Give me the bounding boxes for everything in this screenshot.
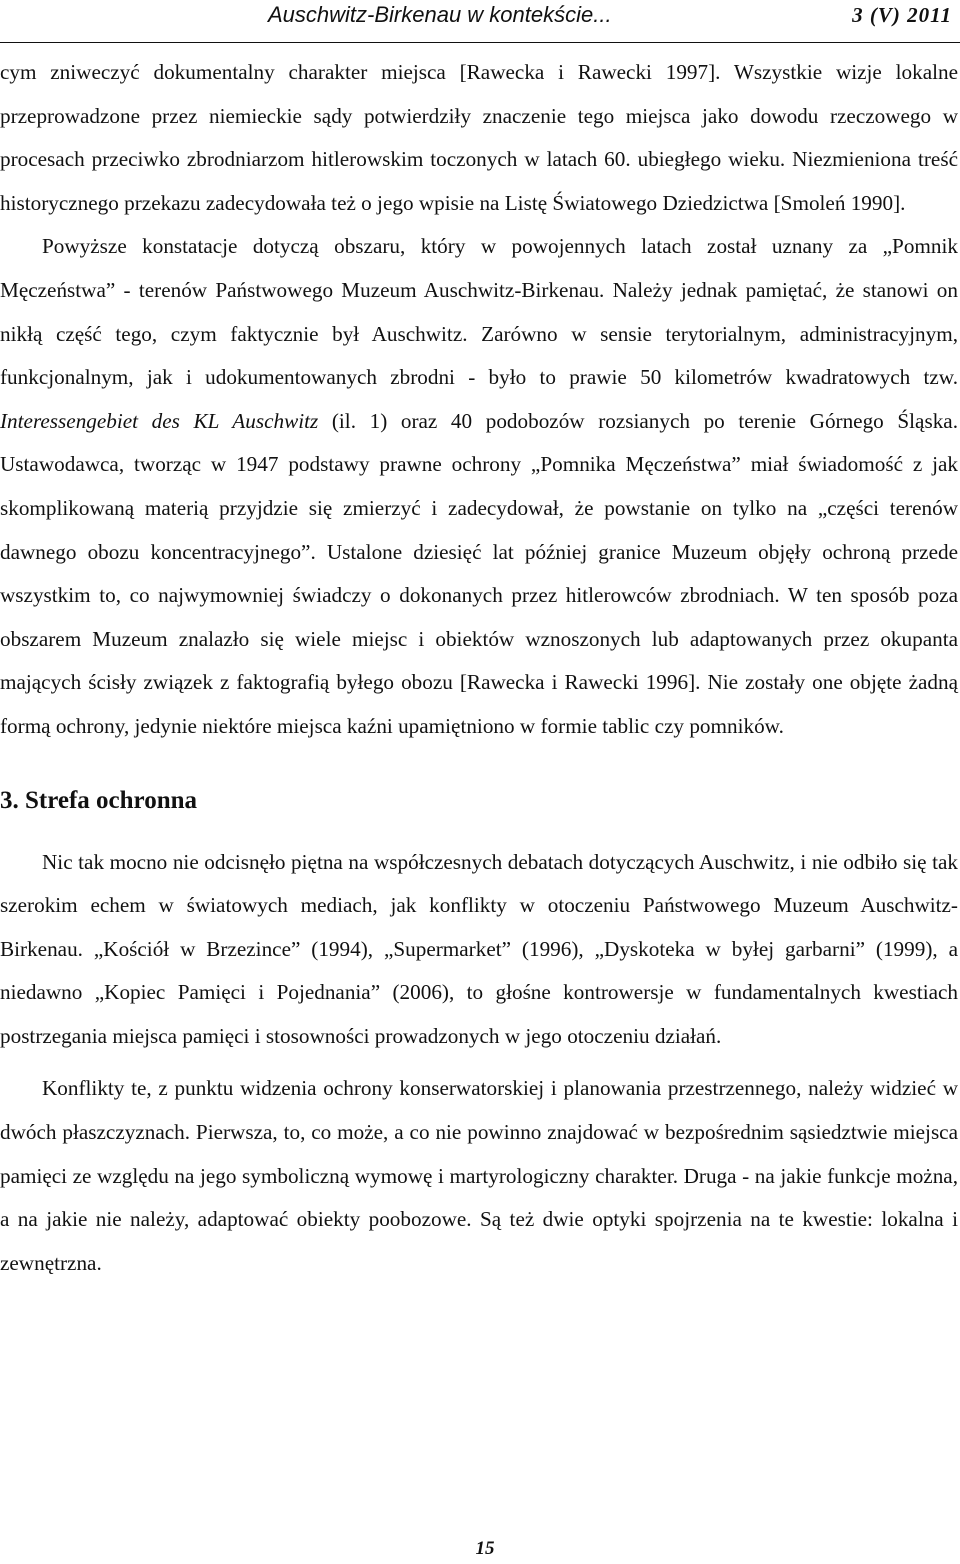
section-heading: 3. Strefa ochronna [0, 786, 197, 814]
page-number: 15 [475, 1538, 495, 1559]
paragraph-2-italic-term: Interessengebiet des KL Auschwitz [0, 408, 319, 433]
paragraph-1-text: cym zniweczyć dokumentalny charakter miejsca [Rawecka i Rawecki 1997]. Wszystkie wizje lokalne przeprowadzone przez niemieckie sądy potwierdziły znaczenie tego miejsca jako dowodu rzeczowego w procesach przeciwko zbrodniarzom hitlerowskim toczonych w latach 60. ubiegłego wieku. Niezmieniona treść historycznego przekazu zadecydowała też o jego wpisie na Listę Światowego Dziedzictwa [Smoleń 1990]. [0, 60, 958, 215]
journal-title: Auschwitz-Birkenau w kontekście... [268, 2, 612, 27]
paragraph-2-text-a: Powyższe konstatacje dotyczą obszaru, który w powojennych latach został uznany za „Pomnik Męczeństwa” - terenów Państwowego Muzeum Auschwitz-Birkenau. Należy jednak pamiętać, że stanowi on nikłą część tego, czym faktycznie był Auschwitz. Zarówno w sensie terytorialnym, administracyjnym, funkcjonalnym, jak i udokumentowanych zbrodni - było to prawie 50 kilometrów kwadratowych tzw. [0, 234, 958, 390]
article-body [0, 51, 958, 1285]
paragraph-2 [0, 225, 958, 748]
paragraph-4: Konflikty te, z punktu widzenia ochrony konserwatorskiej i planowania przestrzennego, należy widzieć w dwóch płaszczyznach. Pierwsza, to, co może, a co nie powinno znajdować w bezpośrednim sąsiedztwie miejsca pamięci ze względu na jego symboliczną wymowę i martyrologiczny charakter. Druga - na jakie funkcje można, a na jakie nie należy, adaptować obiekty poobozowe. Są też dwie optyki spojrzenia na te kwestie: lokalna i zewnętrzna. [0, 1076, 958, 1275]
paragraph-1 [0, 51, 958, 225]
paragraph-2-text-b: (il. 1) oraz 40 podobozów rozsianych po terenie Górnego Śląska. Ustawodawca, tworząc w 1947 podstawy prawne ochrony „Pomnika Męczeństwa” miał świadomość z jak skomplikowaną materią przyjdzie się zmierzyć i zadecydował, że powstanie on tylko na „części terenów dawnego obozu koncentracyjnego”. Ustalone dziesięć lat później granice Muzeum objęły ochroną przede wszystkim to, co najwymowniej świadczy o dokonanych przez hitlerowców zbrodniach. W ten sposób poza obszarem Muzeum znalazło się wiele miejsc i obiektów wznoszonych lub adaptowanych przez okupanta mających ścisły związek z faktografią byłego obozu [Rawecka i Rawecki 1996]. Nie zostały one objęte żadną formą ochrony, jedynie niektóre miejsca kaźni upamiętniono w formie tablic czy pomników. [0, 408, 959, 738]
running-header [0, 0, 960, 43]
paragraph-3: Nic tak mocno nie odcisnęło piętna na współczesnych debatach dotyczących Auschwitz, i nie odbiło się tak szerokim echem w światowych mediach, jak konflikty w otoczeniu Państwowego Muzeum Auschwitz-Birkenau. „Kościół w Brzezince” (1994), „Supermarket” (1996), „Dyskoteka w byłej garbarni” (1999), a niedawno „Kopiec Pamięci i Pojednania” (2006), to głośne kontrowersje w fundamentalnych kwestiach postrzegania miejsca pamięci i stosowności prowadzonych w jego otoczeniu działań. [0, 849, 958, 1048]
issue-number: 3 (V) 2011 [852, 3, 952, 27]
